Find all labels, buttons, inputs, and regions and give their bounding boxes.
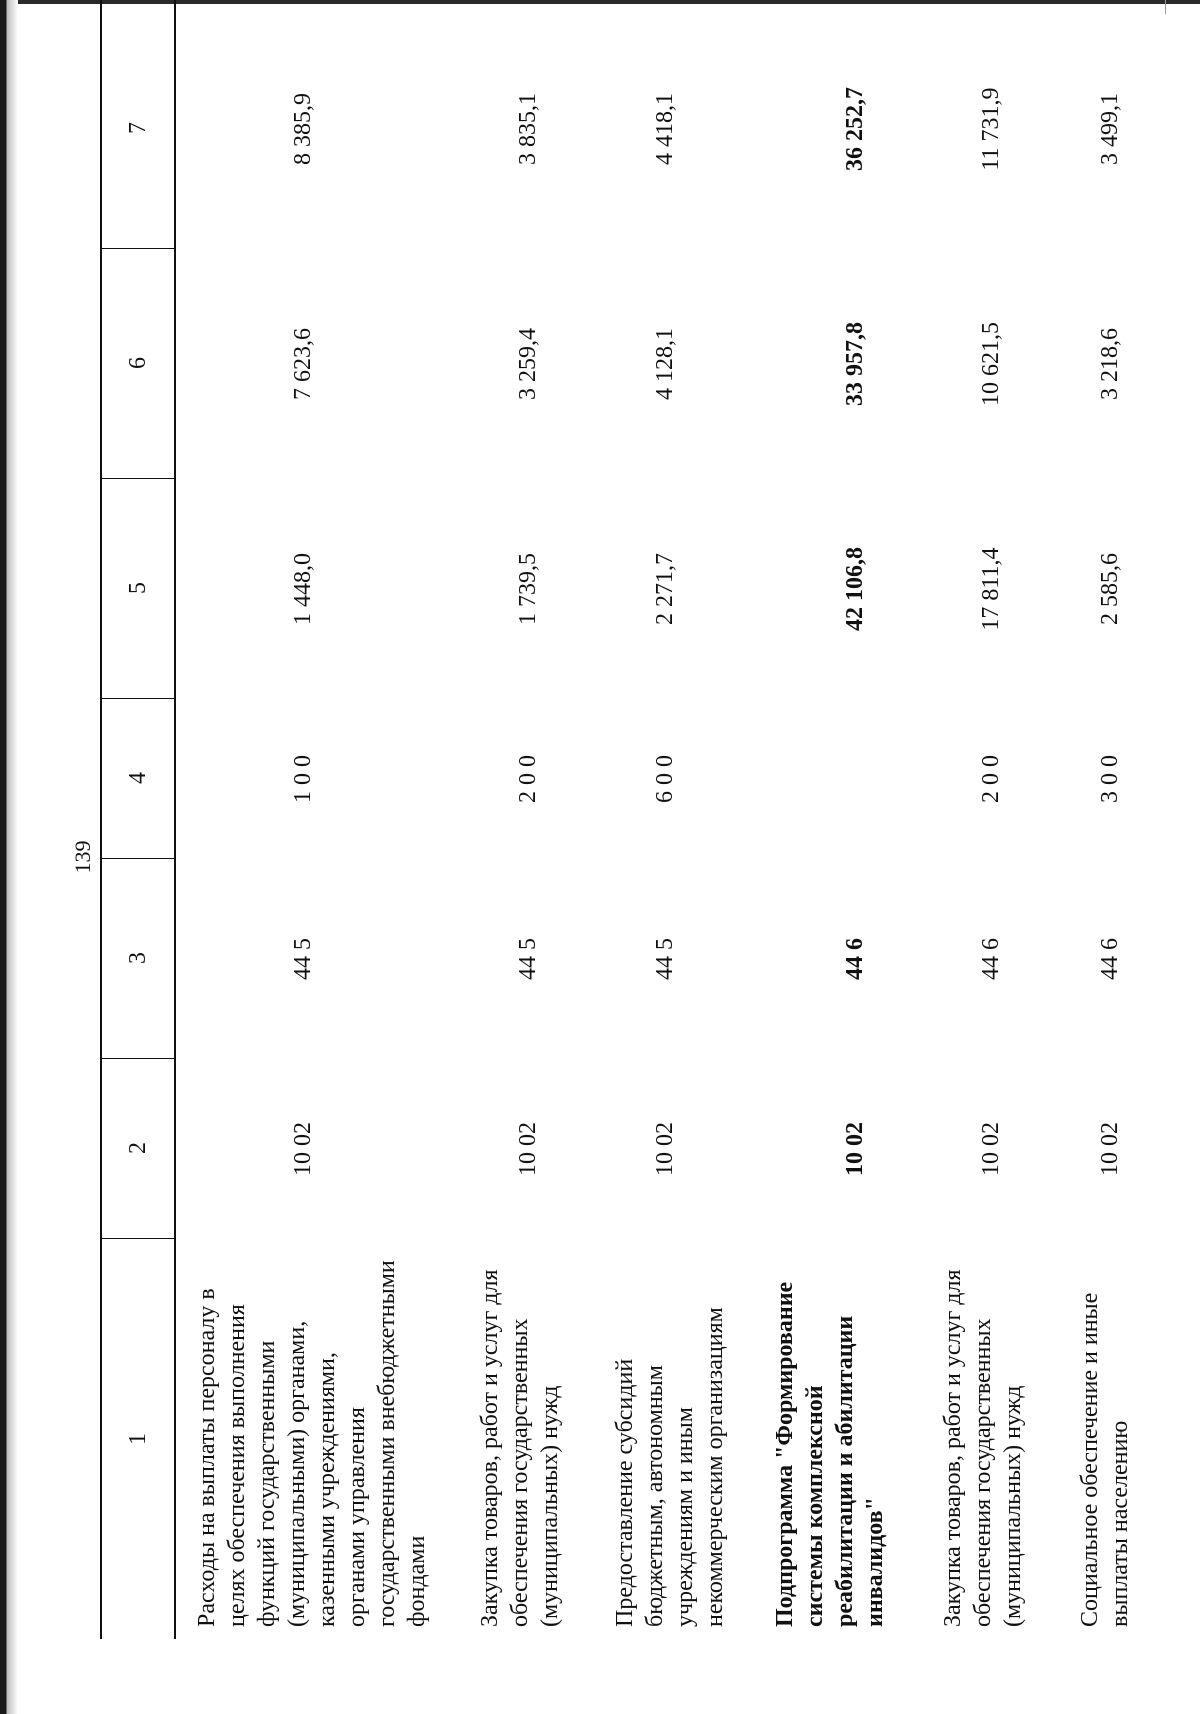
table-row xyxy=(610,0,750,1639)
row-col-5: 1 448,0 xyxy=(290,553,316,625)
row-col-6: 33 957,8 xyxy=(842,322,868,406)
table-row xyxy=(475,0,585,1639)
row-col-3: 44 6 xyxy=(1097,938,1123,980)
row-col-7: 11 731,9 xyxy=(978,87,1004,171)
row-code: 10 02 xyxy=(1097,1122,1123,1176)
table-header xyxy=(100,0,176,1639)
table-row xyxy=(938,0,1048,1639)
row-col-3: 44 5 xyxy=(515,938,541,980)
table-row xyxy=(770,0,910,1639)
row-col-5: 17 811,4 xyxy=(978,547,1004,631)
row-col-5: 2 271,7 xyxy=(652,553,678,625)
row-code: 10 02 xyxy=(652,1122,678,1176)
header-col-3: 3 xyxy=(102,858,174,1059)
row-col-3: 44 5 xyxy=(290,938,316,980)
row-col-6: 3 218,6 xyxy=(1097,328,1123,400)
row-code: 10 02 xyxy=(515,1122,541,1176)
row-col-4: 2 0 0 xyxy=(978,755,1004,803)
header-col-7: 7 xyxy=(102,8,174,249)
row-col-7: 3 499,1 xyxy=(1097,93,1123,165)
row-label: Предоставление субсидий бюджетным, автономным учреждениям и иным некоммерческим организациям xyxy=(612,1307,728,1627)
row-col-4: 1 0 0 xyxy=(290,755,316,803)
row-col-5: 42 106,8 xyxy=(842,547,868,631)
row-col-3: 44 5 xyxy=(652,938,678,980)
row-col-5: 2 585,6 xyxy=(1097,553,1123,625)
row-label: Подпрограмма "Формирование системы комплексной реабилитации и абилитации инвалидов" xyxy=(772,1281,888,1627)
table-row xyxy=(1075,0,1155,1639)
row-col-7: 3 835,1 xyxy=(515,93,541,165)
row-col-6: 3 259,4 xyxy=(515,328,541,400)
row-col-7: 4 418,1 xyxy=(652,93,678,165)
header-col-4: 4 xyxy=(102,698,174,859)
row-col-6: 7 623,6 xyxy=(290,328,316,400)
row-code: 10 02 xyxy=(290,1122,316,1176)
row-col-4: 3 0 0 xyxy=(1097,755,1123,803)
row-code: 10 02 xyxy=(842,1122,868,1176)
page-number: 139 xyxy=(70,840,95,874)
row-col-7: 8 385,9 xyxy=(290,93,316,165)
row-label: Расходы на выплаты персоналу в целях обеспечения выполнения функций государственными (муниципальными) органами, казенными учреждениями, органами управления государственными внебюджетными фондами xyxy=(194,1260,430,1627)
row-col-5: 1 739,5 xyxy=(515,553,541,625)
header-col-2: 2 xyxy=(102,1058,174,1239)
budget-table xyxy=(100,0,1180,1639)
row-col-6: 10 621,5 xyxy=(978,322,1004,406)
row-col-6: 4 128,1 xyxy=(652,328,678,400)
row-col-3: 44 6 xyxy=(842,938,868,980)
header-col-1: 1 xyxy=(124,1433,151,1445)
table-row xyxy=(192,0,442,1639)
row-label: Закупка товаров, работ и услуг для обеспечения государственных (муниципальных) нужд xyxy=(477,1269,563,1627)
row-col-4: 2 0 0 xyxy=(515,755,541,803)
row-label: Социальное обеспечение и иные выплаты населению xyxy=(1077,1292,1133,1627)
row-col-7: 36 252,7 xyxy=(842,87,868,171)
header-col-5: 5 xyxy=(102,478,174,699)
row-label: Закупка товаров, работ и услуг для обеспечения государственных (муниципальных) нужд xyxy=(940,1269,1026,1627)
row-code: 10 02 xyxy=(978,1122,1004,1176)
row-col-4: 6 0 0 xyxy=(652,755,678,803)
header-col-6: 6 xyxy=(102,248,174,479)
row-col-3: 44 6 xyxy=(978,938,1004,980)
